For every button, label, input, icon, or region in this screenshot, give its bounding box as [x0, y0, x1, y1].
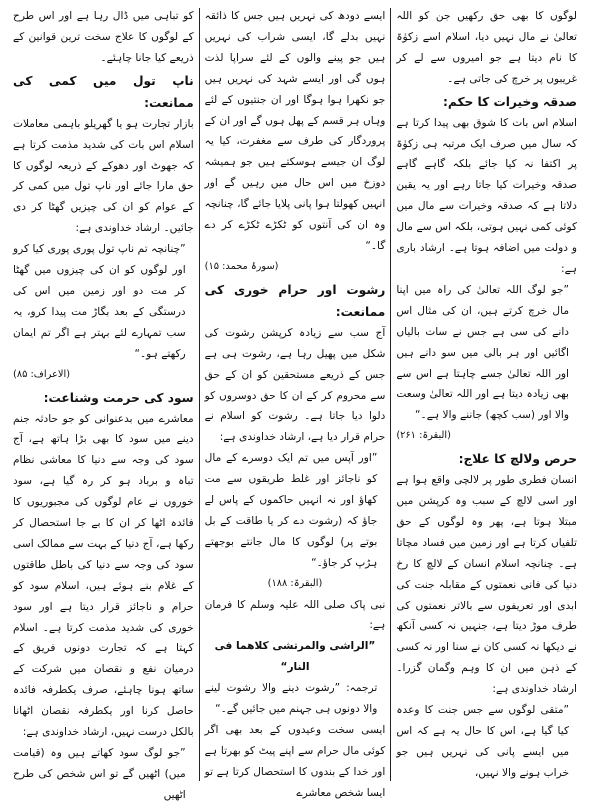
paragraph: اسلام اس بات کا شوق بھی پیدا کرتا ہے کہ سال میں صرف ایک مرتبہ ہی زکوٰۃ پر اکتفا نہ کیا جائے بلکہ گاہے گاہے صدقہ وخیرات کیا جاتا رہے اور یہ یقین دلاتا ہے کہ صدقہ وخیرات سے مال میں کوئی کمی نہیں ہوتی، بلکہ اس سے مال و دولت میں اضافہ ہوتا ہے۔ ارشاد باری ہے: [396, 116, 577, 275]
section-heading: ناپ تول میں کمی کی ممانعت: [12, 73, 194, 110]
paragraph: ایسی سخت وعیدوں کے بعد بھی اگر کوئی مال حرام سے اپنے پیٹ کو بھرتا ہے اور خدا کے بندوں کا استحصال کرتا ہے تو ایسا شخص معاشرے [204, 724, 386, 799]
verse-reference: (البقرۃ: ۱۸۸) [267, 577, 323, 589]
section-heading: حرص ولالچ کا علاج: [458, 452, 577, 467]
column-right [391, 6, 582, 783]
column-left [8, 6, 199, 801]
paragraph: نبی پاک صلی اللہ علیہ وسلم کا فرمان ہے: [204, 598, 386, 632]
quotation: ”چنانچہ تم ناپ تول پوری پوری کیا کرو اور لوگوں کو ان کی چیزوں میں گھٹا کر مت دو اور زمین میں اس کی درستگی کے بعد بگاڑ مت پیدا کرو، یہ سب تمہارے لئے بہتر ہے اگر تم ایمان رکھتے ہو۔“ [12, 243, 186, 360]
section-heading: سود کی حرمت وشناعت: [43, 390, 194, 405]
verse-reference: (سورۂ محمد: ۱۵) [204, 260, 279, 272]
paragraph: انسان فطری طور پر لالچی واقع ہوا ہے اور اسی لالچ کے سبب وہ کرپشن میں مبتلا ہوتا ہے، پھر وہ لوگوں کے حق تلفیاں کرتا ہے اور زمین میں فساد مچاتا ہے۔ چنانچہ اسلام انسان کے لالچ کا رخ دنیا کی فانی نعمتوں کے مقابلہ جنت کی ابدی اور تعریفوں سے بالاتر نعمتوں کی طرف موڑ دیتا ہے، جنہیں نہ کسی آنکھ نے دیکھا نہ کسی کان نے سنا اور نہ کسی کے ذہن میں ان کا وہم وگمان گزرا۔ ارشاد خداوندی ہے: [396, 474, 577, 696]
section-heading: رشوت اور حرام خوری کی ممانعت: [204, 282, 386, 319]
column-middle [200, 6, 391, 799]
paragraph: کو تباہی میں ڈال رہا ہے اور اس طرح کے لوگوں کا علاج سخت ترین قوانین کے ذریعے کیا جانا چاہئے۔ [12, 10, 194, 64]
section-heading: صدقہ وخیرات کا حکم: [443, 94, 577, 109]
paragraph: بازار تجارت ہو یا گھریلو باہمی معاملات اسلام اس بات کی شدید مذمت کرتا ہے کہ جھوٹ اور دھوکے کے ذریعہ لوگوں کا حق مارا جائے اور ناپ تول میں کمی کر کے عوام کو ان کی چیزیں گھٹا کر دی جائیں۔ ارشاد خداوندی ہے: [12, 117, 194, 235]
paragraph: لوگوں کا بھی حق رکھیں جن کو اللہ تعالیٰ نے مال نہیں دیا، اسلام اسے زکوٰۃ کا نام دیتا ہے جو امیروں سے لے کر غریبوں پر خرچ کی جاتی ہے۔ [396, 10, 577, 85]
quotation: ”اور آپس میں تم ایک دوسرے کے مال کو ناجائز اور غلط طریقوں سے مت کھاؤ اور نہ انہیں حاکموں کے پاس لے جاؤ کہ (رشوت دے کر یا طاقت کے بل بوتے پر) لوگوں کا مال جانتے بوجھتے ہڑپ کر جاؤ۔“ [204, 452, 378, 569]
verse-reference: (البقرۃ: ۲۶۱) [396, 430, 451, 442]
paragraph: آج سب سے زیادہ کرپشن رشوت کی شکل میں پھیل رہا ہے، رشوت ہی ہے جس کے ذریعے مستحقین کو ان کے حق سے محروم کر کے ان کا حق دوسروں کو دلوا دیا جاتا ہے۔ رشوت کو اسلام نے حرام قرار دیا ہے، ارشاد خداوندی ہے: [204, 326, 386, 444]
quotation: ”متقی لوگوں سے جس جنت کا وعدہ کیا گیا ہے، اس کا حال یہ ہے کہ اس میں ایسے پانی کی نہریں ہیں جو خراب ہونے والا نہیں، [396, 704, 569, 779]
arabic-hadith: ”الراشی والمرتشی کلاھما فی النار“ [214, 640, 376, 674]
quotation: ترجمہ: ”رشوت دینے والا رشوت لینے والا دونوں ہی جہنم میں جائیں گے۔“ [204, 682, 378, 716]
quotation: ”جو لوگ اللہ تعالیٰ کی راہ میں اپنا مال خرچ کرتے ہیں، ان کی مثال اس دانے کی سی ہے جس نے سات بالیاں اگائیں اور ہر بالی میں سو دانے ہیں اور اللہ تعالیٰ جسے چاہتا ہے اس سے بھی زیادہ دیتا ہے اور اللہ تعالیٰ وسعت والا اور (سب کچھ) جاننے والا ہے۔“ [396, 283, 569, 422]
quotation: ”جو لوگ سود کھاتے ہیں وہ (قیامت میں) اٹھیں گے تو اس شخص کی طرح اٹھیں [12, 747, 186, 801]
paragraph: ایسے دودھ کی نہریں ہیں جس کا ذائقہ نہیں بدلے گا، ایسی شراب کی نہریں ہیں جو پینے والوں کے لئے سراپا لذت ہوں گی اور ایسے شہد کی نہریں ہیں جو نکھرا ہوا ہوگا اور ان جنتیوں کے لئے وہاں ہر قسم کے پھل ہوں گے اور ان کے پروردگار کی طرف سے مغفرت، کیا یہ لوگ ان جیسے ہوسکتے ہیں جو ہمیشہ دوزخ میں اس حال میں رہیں گے اور انہیں کھولتا ہوا پانی پلایا جائے گا، چنانچہ وہ ان کی آنتوں کو ٹکڑے ٹکڑے کر دے گا۔“ [204, 10, 386, 252]
paragraph: معاشرے میں بدعنوانی کو جو حادثہ جنم دینے میں سود کا بھی بڑا ہاتھ ہے، آج سود کی وجہ سے دنیا کا معاشی نظام تباہ و برباد ہو کر رہ گیا ہے، سود خوروں نے عام لوگوں کی مجبوریوں کا فائدہ اٹھا کر ان کا بے جا استحصال کر رکھا ہے، آج دنیا کے بہت سے ممالک اسی سود کی وجہ سے دنیا کی باطل طاقتوں کے غلام بنے ہوئے ہیں، اسلام سود کو حرام و ناجائز قرار دیتا ہے اور سود خوری کی شدید مذمت کرتا ہے۔ اسلام کہتا ہے کہ تجارت دونوں فریق کے درمیان نفع و نقصان میں شرکت کے ساتھ ہونا چاہئے، صرف یکطرفہ فائدہ حاصل کرنا اور یکطرفہ نقصان اٹھانا بالکل درست نہیں، ارشاد خداوندی ہے: [12, 412, 194, 739]
verse-reference: (الاعراف: ۸۵) [12, 368, 71, 380]
